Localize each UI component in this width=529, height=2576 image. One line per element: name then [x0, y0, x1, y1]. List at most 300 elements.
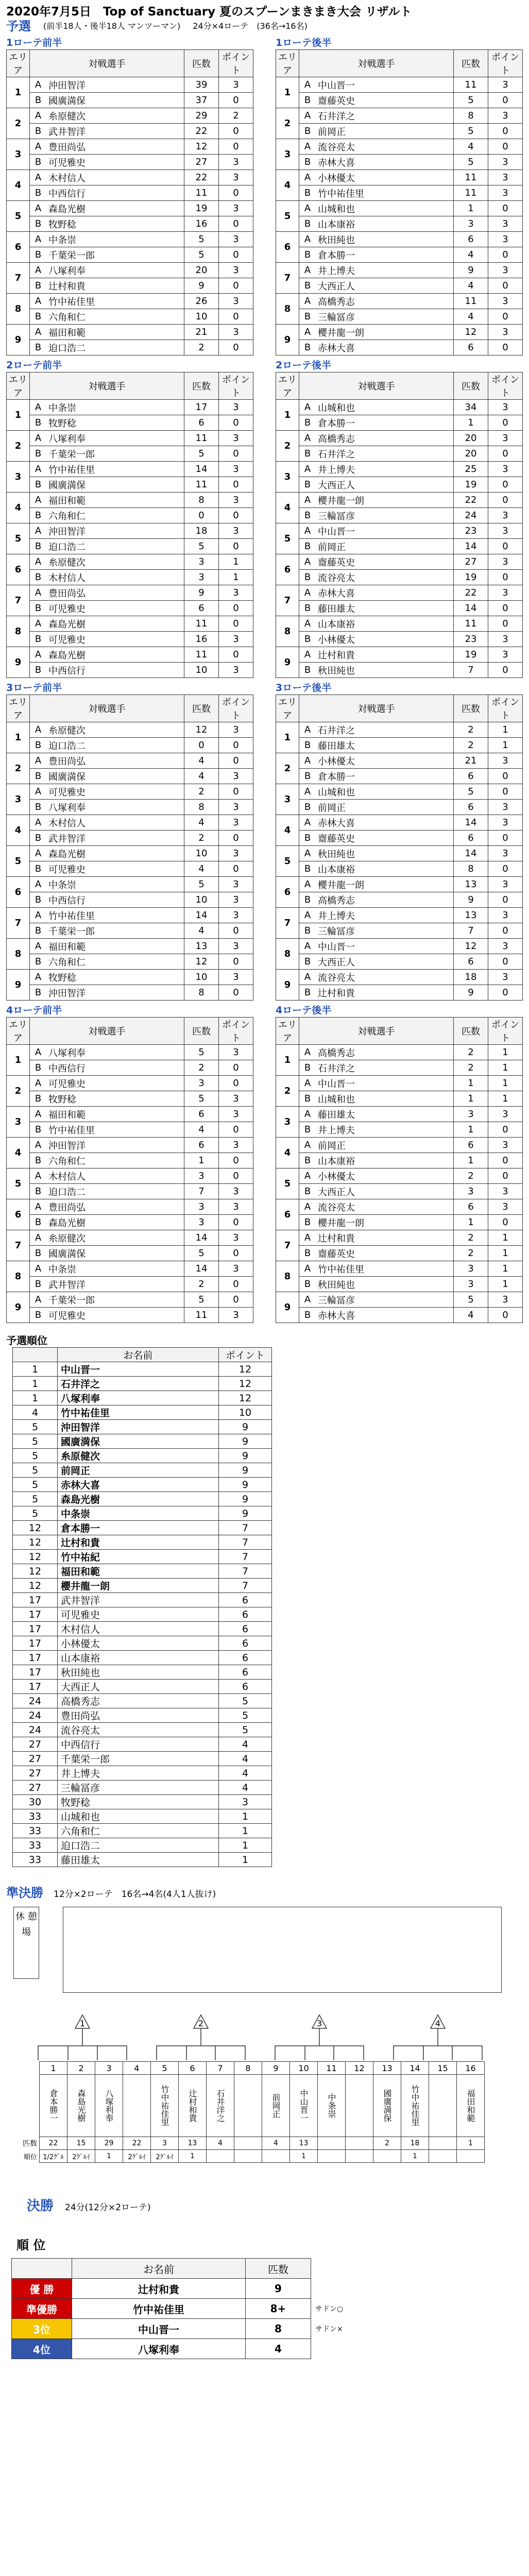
catch-count: 25 [454, 462, 488, 477]
points: 3 [219, 400, 253, 415]
seat-label: B [299, 570, 316, 585]
player-name: 井上博夫 [316, 462, 454, 477]
points: 3 [219, 722, 253, 738]
area-number: 3 [276, 1107, 299, 1138]
points: 3 [219, 846, 253, 861]
points: 3 [488, 1292, 523, 1308]
final-header-label [12, 2259, 72, 2279]
points: 0 [219, 415, 253, 431]
final-place-label: 3位 [12, 2319, 72, 2339]
final-points: 8 [246, 2319, 311, 2339]
seat-label: A [30, 1261, 47, 1277]
catch-count: 11 [454, 170, 488, 185]
catch-count: 14 [184, 1261, 219, 1277]
name-cell: 福田和範 [58, 1564, 219, 1579]
name-cell: 前岡正 [58, 1463, 219, 1478]
player-name: 豊田尚弘 [46, 1199, 184, 1215]
area-number: 2 [7, 108, 30, 139]
seat-label: B [30, 446, 47, 462]
points: 0 [219, 985, 253, 1001]
player-name: 可児雅史 [46, 861, 184, 877]
player-name: 國廣満保 [46, 477, 184, 493]
player-name: 辻村和貴 [46, 278, 184, 294]
seat-label: A [30, 616, 47, 632]
round-row-entry [7, 294, 253, 309]
round-block [6, 36, 253, 355]
catch-count: 14 [184, 908, 219, 923]
round-row-entry [276, 570, 523, 585]
points: 3 [488, 1184, 523, 1199]
final-ranking-title: 順 位 [16, 2238, 46, 2252]
round-row-entry [7, 1215, 253, 1230]
points-cell: 6 [219, 1622, 272, 1636]
player-name: 中条崇 [46, 877, 184, 892]
points: 0 [488, 1168, 523, 1184]
round-row-entry [276, 185, 523, 201]
player-name: 國廣満保 [46, 769, 184, 784]
area-number: 8 [276, 294, 299, 325]
points: 3 [488, 216, 523, 232]
points-cell: 9 [219, 1492, 272, 1506]
points: 0 [488, 124, 523, 139]
player-name: 木村信人 [46, 815, 184, 831]
header-catch: 匹数 [184, 50, 219, 77]
points: 3 [488, 431, 523, 446]
round-row-entry [276, 325, 523, 340]
points-cell: 9 [219, 1478, 272, 1492]
player-name: 迫口浩二 [46, 1184, 184, 1199]
round-row-entry [7, 139, 253, 155]
player-name: 赤林大喜 [316, 340, 454, 355]
round-label: 2ローテ前半 [6, 360, 62, 371]
catch-count: 4 [184, 861, 219, 877]
round-row-entry [276, 155, 523, 170]
player-name: 豊田尚弘 [46, 139, 184, 155]
seat-label: A [30, 294, 47, 309]
catch-count: 6 [184, 1138, 219, 1153]
round-row-entry [276, 800, 523, 815]
semifinal-table [11, 2061, 485, 2163]
slot-place: 1 [179, 2150, 207, 2163]
seat-label: A [30, 400, 47, 415]
round-row-entry [7, 601, 253, 616]
seat-label: B [30, 1215, 47, 1230]
seat-label: A [299, 846, 316, 861]
area-number: 8 [7, 294, 30, 325]
seat-label: A [299, 908, 316, 923]
catch-count: 2 [184, 784, 219, 800]
catch-count: 12 [184, 722, 219, 738]
slot-place: 1/2ｸﾞﾙ [40, 2150, 67, 2163]
slot-number: 10 [290, 2062, 318, 2075]
player-name: 藤田雄太 [316, 1107, 454, 1122]
ranking-row [13, 1607, 272, 1622]
seat-label: A [299, 108, 316, 124]
catch-count: 4 [184, 923, 219, 939]
ranking-row [13, 1506, 272, 1521]
round-row-entry [276, 1292, 523, 1308]
points: 3 [219, 769, 253, 784]
area-number: 7 [276, 263, 299, 294]
player-name: 木村信人 [46, 570, 184, 585]
player-name: 糸原健次 [46, 722, 184, 738]
slot-place [457, 2150, 485, 2163]
seat-label: A [299, 554, 316, 570]
catch-count: 19 [454, 647, 488, 663]
seat-label: A [299, 722, 316, 738]
header-area: エリア [7, 1018, 30, 1045]
round-row-entry [276, 861, 523, 877]
player-name: 迫口浩二 [46, 340, 184, 355]
slot-number: 3 [95, 2062, 123, 2075]
points-cell: 7 [219, 1521, 272, 1535]
slot-catch: 22 [40, 2137, 67, 2150]
points: 0 [488, 1215, 523, 1230]
catch-count: 4 [184, 815, 219, 831]
points: 3 [488, 970, 523, 985]
seat-label: B [299, 247, 316, 263]
points: 0 [488, 201, 523, 216]
player-name: 福田和範 [46, 1107, 184, 1122]
round-label: 2ローテ後半 [276, 360, 332, 371]
seat-label: A [30, 232, 47, 247]
points: 3 [219, 431, 253, 446]
catch-count: 12 [454, 325, 488, 340]
area-number: 9 [7, 647, 30, 678]
player-name: 八塚利奉 [46, 800, 184, 815]
seat-label: A [299, 201, 316, 216]
final-note [311, 2279, 366, 2299]
area-number: 7 [7, 908, 30, 939]
round-table [276, 1017, 523, 1323]
area-number: 7 [276, 908, 299, 939]
round-row-entry [276, 139, 523, 155]
points: 0 [219, 738, 253, 753]
player-name: 木村信人 [46, 170, 184, 185]
slot-catch: 2 [373, 2137, 401, 2150]
seat-label: A [299, 939, 316, 954]
points: 3 [488, 1138, 523, 1153]
points: 3 [219, 155, 253, 170]
player-name: 石井洋之 [316, 1060, 454, 1076]
header-player: 対戦選手 [30, 695, 184, 722]
round-row-entry [7, 1261, 253, 1277]
catch-count: 5 [454, 155, 488, 170]
player-name: 竹中祐佳里 [46, 294, 184, 309]
catch-count: 2 [184, 1060, 219, 1076]
player-name: 高橋秀志 [316, 294, 454, 309]
points: 3 [488, 939, 523, 954]
points: 3 [488, 585, 523, 601]
points: 0 [219, 647, 253, 663]
area-number: 3 [7, 1107, 30, 1138]
catch-count: 2 [184, 831, 219, 846]
player-name: 三輪冨彦 [316, 309, 454, 325]
points: 3 [488, 800, 523, 815]
seat-label: A [299, 647, 316, 663]
catch-count: 14 [184, 462, 219, 477]
points: 3 [219, 462, 253, 477]
round-row-entry [276, 294, 523, 309]
final-ranking-row [12, 2279, 366, 2299]
name-cell: 豊田尚弘 [58, 1708, 219, 1723]
round-row [6, 359, 523, 678]
round-row-entry [7, 124, 253, 139]
ranking-row [13, 1362, 272, 1377]
points: 3 [219, 1091, 253, 1107]
round-row-entry [276, 601, 523, 616]
name-cell: 中山晋一 [58, 1362, 219, 1377]
points: 1 [488, 1091, 523, 1107]
round-row-entry [7, 647, 253, 663]
round-row [6, 1004, 523, 1323]
seat-label: B [299, 632, 316, 647]
catch-count: 1 [454, 201, 488, 216]
player-name: 山城和也 [316, 201, 454, 216]
catch-count: 1 [454, 1122, 488, 1138]
catch-count: 4 [184, 753, 219, 769]
ranking-row [13, 1492, 272, 1506]
points: 0 [488, 477, 523, 493]
catch-count: 8 [184, 800, 219, 815]
seat-label: B [299, 738, 316, 753]
player-name: 山本康裕 [316, 1153, 454, 1168]
player-name: 武井智洋 [46, 124, 184, 139]
slot-name: 福田和範 [457, 2075, 485, 2137]
player-name: 赤林大喜 [316, 155, 454, 170]
player-name: 沖田智洋 [46, 77, 184, 93]
round-row-entry [7, 923, 253, 939]
round-row-entry [7, 1107, 253, 1122]
seat-label: B [30, 1277, 47, 1292]
seat-label: A [30, 815, 47, 831]
round-row [6, 681, 523, 1001]
round-row-entry [276, 738, 523, 753]
seat-label: A [299, 1230, 316, 1246]
player-name: 中西信行 [46, 185, 184, 201]
points: 1 [488, 1060, 523, 1076]
seat-label: A [299, 325, 316, 340]
player-name: 櫻井龍一朗 [316, 877, 454, 892]
catch-count: 16 [184, 216, 219, 232]
catch-count: 29 [184, 108, 219, 124]
player-name: 六角和仁 [46, 309, 184, 325]
slot-place [346, 2150, 373, 2163]
ranking-header-rank [13, 1348, 58, 1362]
points: 0 [488, 278, 523, 294]
player-name: 森島光樹 [46, 201, 184, 216]
catch-count: 1 [454, 415, 488, 431]
round-row-entry [276, 970, 523, 985]
player-name: 齋藤英史 [316, 93, 454, 108]
seat-label: A [30, 1076, 47, 1091]
points: 0 [488, 340, 523, 355]
seat-label: A [30, 722, 47, 738]
points: 0 [219, 1122, 253, 1138]
player-name: 森島光樹 [46, 1215, 184, 1230]
round-row-entry [276, 923, 523, 939]
round-row-entry [7, 1076, 253, 1091]
area-number: 7 [276, 585, 299, 616]
player-name: 石井洋之 [316, 446, 454, 462]
rank-cell: 17 [13, 1665, 58, 1680]
catch-count: 1 [454, 1215, 488, 1230]
seat-label: A [299, 616, 316, 632]
catch-count: 4 [454, 1308, 488, 1323]
name-cell: 藤田雄太 [58, 1853, 219, 1867]
seat-label: B [299, 1184, 316, 1199]
player-name: 可児雅史 [46, 601, 184, 616]
player-name: 中西信行 [46, 892, 184, 908]
round-table [276, 49, 523, 355]
seat-label: B [299, 446, 316, 462]
points-cell: 5 [219, 1694, 272, 1708]
points: 2 [219, 108, 253, 124]
area-number: 7 [276, 1230, 299, 1261]
seat-label: A [30, 325, 47, 340]
points-cell: 5 [219, 1723, 272, 1737]
round-row-entry [276, 431, 523, 446]
round-row-entry [7, 1184, 253, 1199]
name-cell: 大西正人 [58, 1680, 219, 1694]
name-cell: 糸原健次 [58, 1449, 219, 1463]
round-row-entry [7, 815, 253, 831]
seat-label: B [30, 508, 47, 523]
catch-count: 5 [184, 539, 219, 554]
catch-count: 5 [184, 232, 219, 247]
area-number: 9 [7, 325, 30, 355]
player-name: 石井洋之 [316, 108, 454, 124]
catch-count: 12 [184, 954, 219, 970]
header-point: ポイント [488, 695, 523, 722]
catch-count: 6 [184, 601, 219, 616]
points: 3 [488, 647, 523, 663]
rank-cell: 33 [13, 1838, 58, 1853]
area-number: 9 [7, 1292, 30, 1323]
slot-place [429, 2150, 457, 2163]
area-number: 3 [276, 784, 299, 815]
seat-label: A [30, 784, 47, 800]
catch-count: 39 [184, 77, 219, 93]
catch-count: 1 [454, 1076, 488, 1091]
player-name: 國廣満保 [46, 1246, 184, 1261]
yosen-label: 予選 [6, 19, 31, 33]
points: 1 [488, 1277, 523, 1292]
player-name: 三輪冨彦 [316, 923, 454, 939]
round-row-entry [276, 1153, 523, 1168]
catch-count: 5 [184, 446, 219, 462]
catch-count: 2 [454, 1045, 488, 1060]
round-row-entry [7, 1230, 253, 1246]
ranking-row [13, 1781, 272, 1795]
round-row-entry [276, 1045, 523, 1060]
seat-label: B [30, 1246, 47, 1261]
player-name: 牧野稔 [46, 415, 184, 431]
round-row-entry [276, 263, 523, 278]
seat-label: A [30, 1230, 47, 1246]
points: 0 [488, 1122, 523, 1138]
catch-count: 19 [454, 570, 488, 585]
name-cell: 高橋秀志 [58, 1694, 219, 1708]
final-note: 24分(12分×2ローテ) [65, 2202, 151, 2213]
catch-count: 11 [454, 294, 488, 309]
semifinal-title: 準決勝 [6, 1886, 43, 1900]
points-cell: 7 [219, 1579, 272, 1593]
seat-label: A [299, 1107, 316, 1122]
area-number: 1 [7, 722, 30, 753]
player-name: 糸原健次 [46, 1230, 184, 1246]
seat-label: B [30, 632, 47, 647]
name-cell: 沖田智洋 [58, 1420, 219, 1434]
catch-count: 3 [184, 1168, 219, 1184]
rest-area-label: 休 憩 場 [13, 1907, 39, 1979]
header-catch: 匹数 [184, 695, 219, 722]
final-title: 決勝 [27, 2198, 54, 2214]
player-name: 赤林大喜 [316, 585, 454, 601]
player-name: 井上博夫 [316, 263, 454, 278]
points: 0 [219, 309, 253, 325]
header-catch: 匹数 [454, 1018, 488, 1045]
seat-label: A [299, 585, 316, 601]
player-name: 糸原健次 [46, 108, 184, 124]
points: 0 [219, 124, 253, 139]
yosen-header [6, 20, 523, 33]
area-number: 7 [7, 585, 30, 616]
catch-count: 2 [454, 738, 488, 753]
player-name: 森島光樹 [46, 846, 184, 861]
points: 0 [219, 784, 253, 800]
rank-cell: 17 [13, 1680, 58, 1694]
points: 1 [488, 722, 523, 738]
points: 1 [219, 570, 253, 585]
seat-label: A [30, 201, 47, 216]
points: 0 [488, 570, 523, 585]
rank-cell: 27 [13, 1766, 58, 1781]
catch-count: 2 [184, 340, 219, 355]
catch-count: 4 [184, 769, 219, 784]
round-row-entry [7, 1292, 253, 1308]
player-name: 倉本勝一 [316, 415, 454, 431]
round-row-entry [7, 892, 253, 908]
name-row-label [11, 2075, 40, 2137]
points-cell: 6 [219, 1636, 272, 1651]
points: 0 [488, 1308, 523, 1323]
player-name: 武井智洋 [46, 1277, 184, 1292]
catch-count: 8 [184, 985, 219, 1001]
seat-label: B [299, 415, 316, 431]
points: 0 [488, 247, 523, 263]
area-number: 5 [7, 1168, 30, 1199]
name-cell: 國廣満保 [58, 1434, 219, 1449]
ranking-row [13, 1636, 272, 1651]
catch-count: 24 [454, 508, 488, 523]
final-note: サドン○ [315, 2305, 344, 2313]
points-cell: 9 [219, 1506, 272, 1521]
final-points: 8+ [246, 2299, 311, 2319]
area-number: 8 [276, 939, 299, 970]
points: 3 [488, 185, 523, 201]
catch-count: 1 [454, 1153, 488, 1168]
round-row-entry [276, 462, 523, 477]
round-row-entry [7, 1045, 253, 1060]
slot-place: 1 [401, 2150, 429, 2163]
final-name: 八塚利奉 [72, 2339, 246, 2359]
header-point: ポイント [219, 50, 253, 77]
header-area: エリア [7, 695, 30, 722]
group-label-2: 2 [198, 2019, 204, 2028]
ranking-row [13, 1665, 272, 1680]
catch-count: 2 [184, 1277, 219, 1292]
